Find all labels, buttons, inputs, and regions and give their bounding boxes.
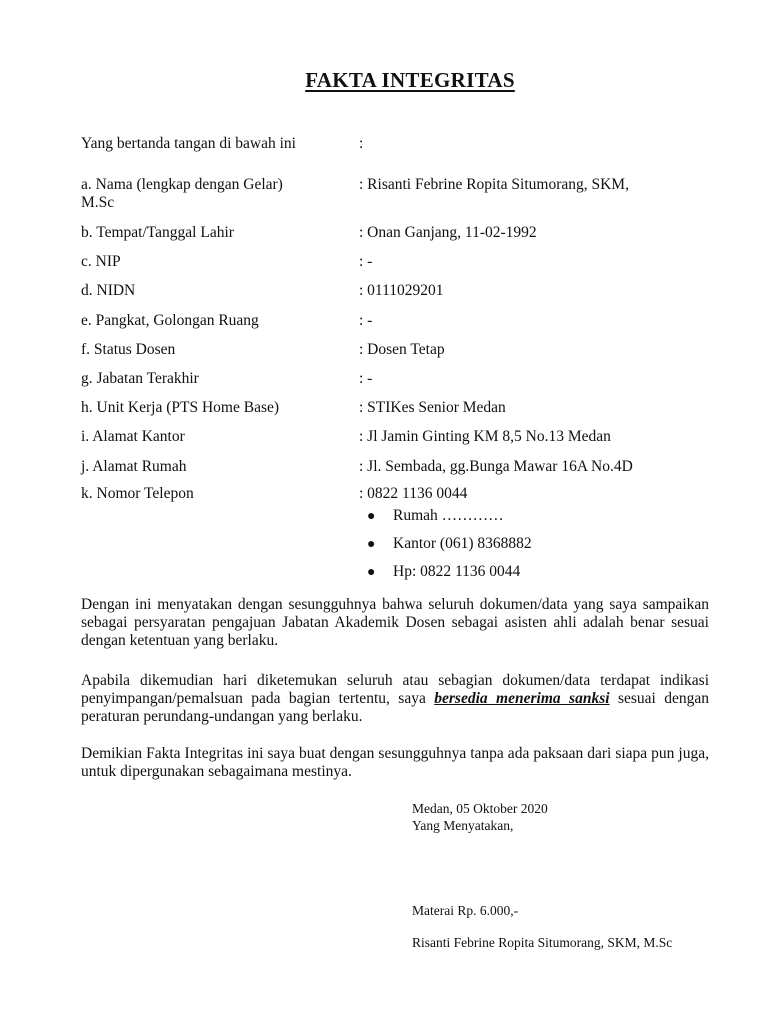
bullet-text: Hp: 0822 1136 0044 bbox=[393, 563, 521, 580]
list-item bbox=[367, 507, 504, 526]
field-label: i. Alamat Kantor bbox=[81, 428, 185, 445]
intro-colon: : bbox=[359, 135, 364, 152]
field-value: : Risanti Febrine Ropita Situmorang, SKM, bbox=[359, 176, 629, 193]
field-label: b. Tempat/Tanggal Lahir bbox=[81, 224, 234, 241]
place-date: Medan, 05 Oktober 2020 bbox=[412, 801, 548, 816]
field-label: a. Nama (lengkap dengan Gelar) bbox=[81, 176, 283, 193]
field-label: h. Unit Kerja (PTS Home Base) bbox=[81, 399, 280, 416]
bullet-icon: ● bbox=[367, 565, 376, 580]
field-label: c. NIP bbox=[81, 253, 121, 270]
field-label: e. Pangkat, Golongan Ruang bbox=[81, 312, 259, 329]
field-label: f. Status Dosen bbox=[81, 341, 176, 358]
stamp-note: Materai Rp. 6.000,- bbox=[412, 903, 519, 918]
field-value: : 0111029201 bbox=[359, 282, 444, 299]
field-label: d. NIDN bbox=[81, 282, 136, 299]
document-title: FAKTA INTEGRITAS bbox=[305, 68, 515, 92]
bullet-icon: ● bbox=[367, 537, 376, 552]
field-value: : - bbox=[359, 370, 373, 387]
bullet-text: Kantor (061) 8368882 bbox=[393, 535, 532, 552]
field-value: : 0822 1136 0044 bbox=[359, 485, 468, 502]
field-label: k. Nomor Telepon bbox=[81, 485, 194, 502]
field-value: : - bbox=[359, 253, 373, 270]
list-item bbox=[367, 563, 520, 582]
sanction-paragraph bbox=[81, 672, 709, 726]
declarant-label: Yang Menyatakan, bbox=[412, 818, 514, 833]
sanction-text-after: sesuai dengan peraturan perundang-undangan yang berlaku. bbox=[81, 690, 709, 725]
field-value: : Jl. Sembada, gg.Bunga Mawar 16A No.4D bbox=[359, 458, 633, 475]
statement-paragraph: Dengan ini menyatakan dengan sesungguhnya bahwa seluruh dokumen/data yang saya sampaikan sebagai persyaratan pengajuan Jabatan Akademik Dosen sebagai asisten ahli adalah benar sesuai dengan ketentuan yang berlaku. bbox=[81, 596, 709, 649]
bullet-text: Rumah ………… bbox=[393, 507, 504, 524]
bullet-icon: ● bbox=[367, 509, 376, 524]
field-value: : STIKes Senior Medan bbox=[359, 399, 506, 416]
sanction-text-before: Apabila dikemudian hari diketemukan seluruh atau sebagian dokumen/data terdapat indikasi penyimpangan/pemalsuan pada bagian tertentu, saya bbox=[81, 672, 709, 707]
field-value: : Jl Jamin Ginting KM 8,5 No.13 Medan bbox=[359, 428, 611, 445]
field-value: : Onan Ganjang, 11-02-1992 bbox=[359, 224, 537, 241]
list-item bbox=[367, 535, 532, 554]
field-label: j. Alamat Rumah bbox=[81, 458, 187, 475]
signatory-name: Risanti Febrine Ropita Situmorang, SKM, M.Sc bbox=[412, 935, 673, 950]
field-value: : - bbox=[359, 312, 373, 329]
closing-paragraph: Demikian Fakta Integritas ini saya buat dengan sesungguhnya tanpa ada paksaan dari siapa pun juga, untuk dipergunakan sebagaimana mestinya. bbox=[81, 745, 709, 780]
field-label-continuation: M.Sc bbox=[81, 194, 115, 211]
field-label: g. Jabatan Terakhir bbox=[81, 370, 199, 387]
sanction-emphasis: bersedia menerima sanksi bbox=[434, 690, 610, 707]
field-value: : Dosen Tetap bbox=[359, 341, 445, 358]
intro-label: Yang bertanda tangan di bawah ini bbox=[81, 135, 296, 152]
